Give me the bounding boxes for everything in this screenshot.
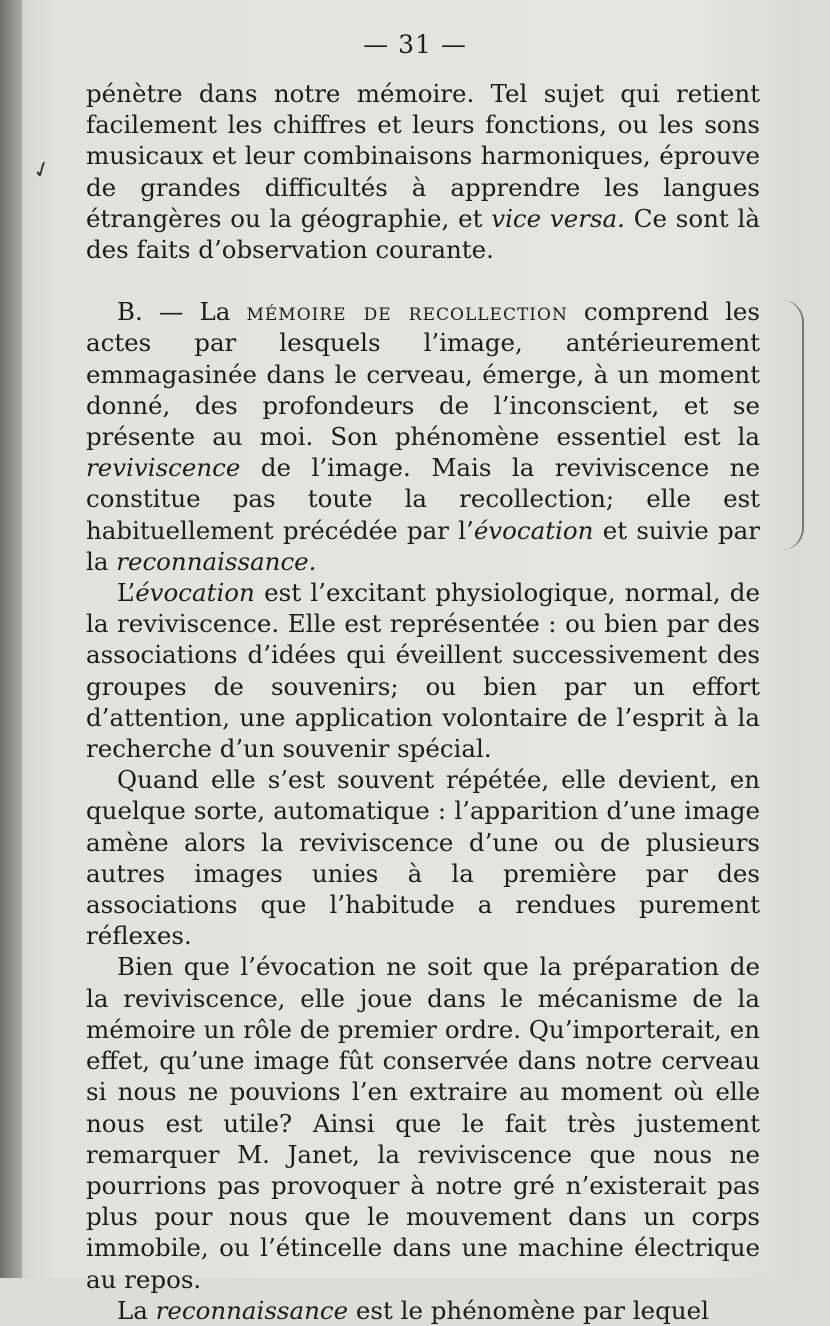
margin-mark: ✓ [29, 155, 56, 186]
paragraph-2-text: comprend les actes par lesquels l’image, antérieurement emmagasinée dans le cerveau, émerge, à un moment donné, des profondeurs de l’inconscient, et se présente au moi. Son phénomène essentiel est la [86, 297, 760, 452]
margin-bracket [772, 300, 804, 550]
paragraph-2-text-2: de l’image. Mais la reviviscence ne constitue pas toute la recollection; elle est habituellement précédée par l’ [86, 453, 760, 545]
paragraph-3-lead: L’ [117, 578, 136, 608]
body-text [86, 78, 760, 1326]
page-number: — 31 — [363, 30, 467, 59]
paragraph-3-italic: évocation [135, 578, 255, 608]
paragraph-6-lead: La [117, 1295, 156, 1325]
paragraph-1 [86, 78, 760, 265]
paragraph-6-text: est le phénomène par lequel [348, 1295, 709, 1325]
paragraph-6-italic: reconnaissance [155, 1295, 349, 1325]
paragraph-2-italic-2: évocation [473, 515, 594, 545]
paragraph-2-smallcaps: mémoire de recollection [246, 297, 568, 327]
paragraph-2-italic-3: reconnaissance. [116, 546, 317, 576]
paragraph-3-text: est l’excitant physiologique, normal, de la reviviscence. Elle est représentée : ou bien par des associations d’idées qui éveillent successivement des groupes de souvenirs; ou bien par un effort d’attention, une application volontaire de l’esprit à la recherche d’un souvenir spécial. [86, 578, 760, 764]
paragraph-2 [86, 296, 760, 577]
page-binding-edge [0, 0, 22, 1278]
paragraph-2-italic-1: reviviscence [86, 453, 241, 483]
paragraph-1-italic: vice versa. [491, 203, 625, 233]
paragraph-2-text-3: et suivie par la [86, 515, 760, 576]
paragraph-1-end: Ce sont là des faits d’observation courante. [86, 203, 760, 265]
paragraph-4: Quand elle s’est souvent répétée, elle devient, en quelque sorte, automatique : l’apparition d’une image amène alors la reviviscence d’une ou de plusieurs autres images unies à la première par des associations que l’habitude a rendues purement réflexes. [86, 765, 760, 951]
paragraph-2-label: B. — La [117, 297, 247, 327]
paragraph-1-text: pénètre dans notre mémoire. Tel sujet qui retient facilement les chiffres et leurs fonctions, ou les sons musicaux et leur combinaisons harmoniques, éprouve de grandes difficultés à apprendre les langues étrangères ou la géographie, et [86, 79, 760, 233]
paragraph-6 [86, 1295, 760, 1326]
paragraph-3 [86, 577, 760, 764]
paragraph-5: Bien que l’évocation ne soit que la préparation de la reviviscence, elle joue dans le mécanisme de la mémoire un rôle de premier ordre. Qu’importerait, en effet, qu’une image fût conservée dans notre cerveau si nous ne pouvions l’en extraire au moment où elle nous est utile? Ainsi que le fait très justement remarquer M. Janet, la reviviscence que nous ne pourrions pas provoquer à notre gré n’existerait pas plus pour nous que le mouvement dans un corps immobile, ou l’étincelle dans une machine électrique au repos. [86, 952, 760, 1294]
